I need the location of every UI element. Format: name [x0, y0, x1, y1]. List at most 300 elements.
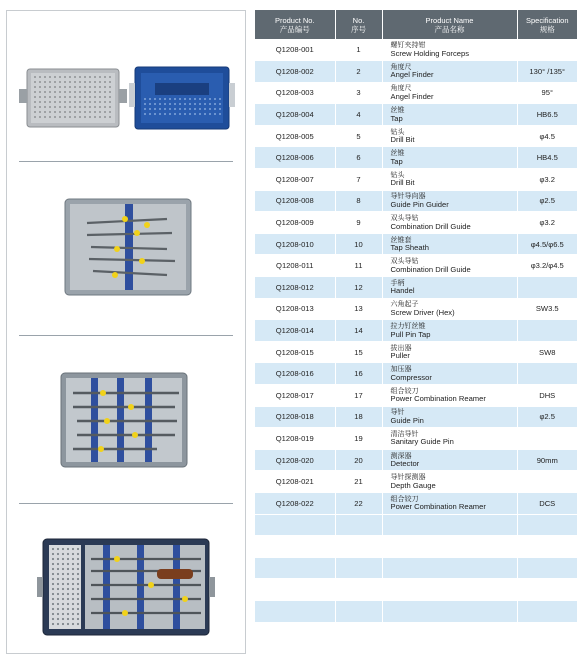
vent-hole — [89, 101, 91, 103]
product-code: Q1208-006 — [255, 147, 335, 169]
vent-hole — [149, 103, 151, 105]
table-header-row — [255, 10, 577, 39]
vent-hole — [219, 108, 221, 110]
vent-hole — [109, 116, 111, 118]
vent-hole — [99, 91, 101, 93]
product-name-cn: 双头导钻 — [390, 215, 419, 223]
product-name-cn: 导针探测器 — [390, 474, 426, 482]
vent-hole — [67, 588, 69, 590]
vent-hole — [169, 98, 171, 100]
vent-hole — [59, 96, 61, 98]
vent-hole — [72, 598, 74, 600]
product-code: Q1208-003 — [255, 82, 335, 104]
vent-hole — [219, 113, 221, 115]
row-number: 3 — [335, 82, 382, 104]
vent-hole — [49, 106, 51, 108]
vent-hole — [79, 101, 81, 103]
vent-hole — [67, 558, 69, 560]
vent-hole — [179, 98, 181, 100]
vent-hole — [59, 86, 61, 88]
vent-hole — [159, 103, 161, 105]
vent-hole — [39, 101, 41, 103]
vent-hole — [72, 548, 74, 550]
product-spec: SW8 — [517, 341, 577, 363]
product-code: Q1208-016 — [255, 363, 335, 385]
vent-hole — [39, 96, 41, 98]
vent-hole — [44, 76, 46, 78]
product-name — [382, 449, 517, 471]
vent-hole — [67, 608, 69, 610]
vent-hole — [189, 103, 191, 105]
row-number: 16 — [335, 363, 382, 385]
vent-hole — [52, 548, 54, 550]
vent-hole — [77, 613, 79, 615]
product-spec: φ4.5/φ6.5 — [517, 233, 577, 255]
vent-hole — [57, 603, 59, 605]
vent-hole — [62, 578, 64, 580]
vent-hole — [44, 91, 46, 93]
product-name-en: Power Combination Reamer — [390, 502, 486, 512]
product-spec: φ4.5 — [517, 125, 577, 147]
vent-hole — [67, 603, 69, 605]
product-name — [382, 147, 517, 169]
vent-hole — [184, 113, 186, 115]
divider — [19, 335, 233, 336]
vent-hole — [67, 598, 69, 600]
vent-hole — [57, 583, 59, 585]
vent-hole — [34, 106, 36, 108]
vent-hole — [62, 613, 64, 615]
vent-hole — [184, 108, 186, 110]
lower-tray-image — [7, 505, 245, 653]
divider — [19, 503, 233, 504]
row-number: 8 — [335, 190, 382, 212]
table-row — [255, 82, 577, 104]
vent-hole — [72, 623, 74, 625]
row-number: 18 — [335, 406, 382, 428]
product-name-en: Depth Gauge — [390, 480, 436, 490]
vent-hole — [89, 91, 91, 93]
table-row — [255, 428, 577, 450]
product-name — [382, 233, 517, 255]
product-code: Q1208-019 — [255, 428, 335, 450]
product-spec: φ2.5 — [517, 190, 577, 212]
vent-hole — [144, 108, 146, 110]
vent-hole — [44, 101, 46, 103]
product-name-en: Guide Pin Guider — [390, 199, 449, 209]
table-row — [255, 255, 577, 277]
vent-hole — [67, 618, 69, 620]
vent-hole — [67, 613, 69, 615]
vent-hole — [72, 558, 74, 560]
vent-hole — [59, 116, 61, 118]
table-row — [255, 277, 577, 299]
vent-hole — [59, 76, 61, 78]
vent-hole — [62, 588, 64, 590]
vent-hole — [77, 623, 79, 625]
vent-hole — [104, 76, 106, 78]
vent-hole — [164, 103, 166, 105]
product-spec — [517, 471, 577, 493]
table-row — [255, 298, 577, 320]
product-name-cn: 导针 — [390, 409, 405, 417]
vent-hole — [99, 96, 101, 98]
vent-hole — [154, 108, 156, 110]
row-number: 22 — [335, 492, 382, 514]
row-number: 2 — [335, 61, 382, 83]
vent-hole — [69, 96, 71, 98]
vent-hole — [79, 116, 81, 118]
header-specification: Specification 规格 — [517, 10, 577, 39]
table-row — [255, 492, 577, 514]
product-name-en: Drill Bit — [390, 135, 415, 145]
vent-hole — [72, 583, 74, 585]
vent-hole — [74, 76, 76, 78]
vent-hole — [49, 91, 51, 93]
tray-photo-middle — [7, 337, 245, 503]
vent-hole — [94, 101, 96, 103]
upper-tray-image — [7, 163, 245, 333]
vent-hole — [94, 116, 96, 118]
table-row — [255, 169, 577, 191]
row-number: 15 — [335, 341, 382, 363]
vent-hole — [99, 86, 101, 88]
tray-photo-upper — [7, 163, 245, 333]
vent-hole — [164, 98, 166, 100]
vent-hole — [62, 558, 64, 560]
vent-hole — [89, 81, 91, 83]
row-number: 11 — [335, 255, 382, 277]
product-name — [382, 104, 517, 126]
product-spec: DCS — [517, 492, 577, 514]
product-name-en: Detector — [390, 459, 420, 469]
product-code: Q1208-008 — [255, 190, 335, 212]
product-name-en: Guide Pin — [390, 415, 424, 425]
product-name-en: Compressor — [390, 372, 432, 382]
vent-hole — [57, 548, 59, 550]
product-name-en: Puller — [390, 351, 410, 361]
product-name-en: Tap — [390, 113, 403, 123]
vent-hole — [104, 96, 106, 98]
vent-hole — [62, 623, 64, 625]
vent-hole — [194, 98, 196, 100]
vent-hole — [67, 573, 69, 575]
vent-hole — [199, 108, 201, 110]
vent-hole — [159, 108, 161, 110]
vent-hole — [179, 108, 181, 110]
vent-hole — [99, 81, 101, 83]
vent-hole — [79, 86, 81, 88]
vent-hole — [149, 108, 151, 110]
vent-hole — [214, 103, 216, 105]
vent-hole — [67, 553, 69, 555]
vent-hole — [54, 96, 56, 98]
vent-hole — [59, 91, 61, 93]
vent-hole — [154, 113, 156, 115]
product-code: Q1208-001 — [255, 39, 335, 61]
vent-hole — [52, 608, 54, 610]
vent-hole — [57, 598, 59, 600]
vent-hole — [62, 573, 64, 575]
vent-hole — [79, 111, 81, 113]
product-name — [382, 212, 517, 234]
vent-hole — [49, 101, 51, 103]
tray-photo-lower — [7, 505, 245, 653]
vent-hole — [57, 553, 59, 555]
vent-hole — [57, 558, 59, 560]
vent-hole — [72, 608, 74, 610]
product-code: Q1208-011 — [255, 255, 335, 277]
table-row — [255, 147, 577, 169]
vent-hole — [109, 96, 111, 98]
vent-hole — [219, 98, 221, 100]
product-name-cn: 组合铰刀 — [390, 387, 419, 395]
vent-hole — [199, 98, 201, 100]
vent-hole — [99, 101, 101, 103]
vent-hole — [209, 108, 211, 110]
vent-hole — [52, 573, 54, 575]
vent-hole — [214, 98, 216, 100]
product-name-en: Handel — [390, 286, 415, 296]
vent-hole — [179, 103, 181, 105]
vent-hole — [59, 81, 61, 83]
vent-hole — [109, 76, 111, 78]
vent-hole — [54, 76, 56, 78]
product-name-cn: 拉力钉丝锥 — [390, 323, 426, 331]
vent-hole — [109, 81, 111, 83]
vent-hole — [77, 588, 79, 590]
vent-hole — [69, 91, 71, 93]
product-name-cn: 角度尺 — [390, 63, 412, 71]
vent-hole — [54, 106, 56, 108]
vent-hole — [77, 593, 79, 595]
vent-hole — [94, 81, 96, 83]
vent-hole — [72, 553, 74, 555]
vent-hole — [72, 578, 74, 580]
product-code: Q1208-022 — [255, 492, 335, 514]
vent-hole — [39, 91, 41, 93]
product-name — [382, 385, 517, 407]
vent-hole — [67, 578, 69, 580]
vent-hole — [52, 618, 54, 620]
vent-hole — [79, 81, 81, 83]
vent-hole — [44, 81, 46, 83]
vent-hole — [209, 98, 211, 100]
product-name-en: Drill Bit — [390, 178, 415, 188]
vent-hole — [184, 98, 186, 100]
vent-hole — [219, 103, 221, 105]
vent-hole — [94, 76, 96, 78]
product-name — [382, 320, 517, 342]
vent-hole — [52, 588, 54, 590]
product-name-cn: 钻头 — [390, 128, 405, 136]
vent-hole — [104, 106, 106, 108]
row-number: 20 — [335, 449, 382, 471]
vent-hole — [104, 116, 106, 118]
product-code: Q1208-014 — [255, 320, 335, 342]
product-name-en: Pull Pin Tap — [390, 329, 431, 339]
vent-hole — [54, 86, 56, 88]
vent-hole — [57, 578, 59, 580]
vent-hole — [77, 598, 79, 600]
vent-hole — [34, 76, 36, 78]
vent-hole — [74, 91, 76, 93]
product-spec — [517, 363, 577, 385]
vent-hole — [62, 548, 64, 550]
vent-hole — [39, 86, 41, 88]
vent-hole — [39, 76, 41, 78]
vent-hole — [204, 98, 206, 100]
vent-hole — [64, 111, 66, 113]
product-spec: φ3.2 — [517, 212, 577, 234]
vent-hole — [34, 101, 36, 103]
vent-hole — [164, 113, 166, 115]
vent-hole — [109, 91, 111, 93]
vent-hole — [62, 563, 64, 565]
product-code: Q1208-013 — [255, 298, 335, 320]
vent-hole — [64, 116, 66, 118]
vent-hole — [39, 81, 41, 83]
vent-hole — [34, 81, 36, 83]
product-name — [382, 61, 517, 83]
product-code: Q1208-021 — [255, 471, 335, 493]
photo-panel — [6, 10, 246, 654]
vent-hole — [74, 86, 76, 88]
product-name — [382, 363, 517, 385]
product-spec: DHS — [517, 385, 577, 407]
product-name-en: Angel Finder — [390, 91, 434, 101]
product-code: Q1208-015 — [255, 341, 335, 363]
product-code: Q1208-020 — [255, 449, 335, 471]
vent-hole — [67, 548, 69, 550]
vent-hole — [74, 81, 76, 83]
vent-hole — [57, 568, 59, 570]
vent-hole — [54, 111, 56, 113]
vent-hole — [77, 603, 79, 605]
product-name-cn: 清洁导针 — [390, 430, 419, 438]
product-spec: φ3.2 — [517, 169, 577, 191]
vent-hole — [64, 101, 66, 103]
vent-hole — [74, 116, 76, 118]
product-code: Q1208-012 — [255, 277, 335, 299]
row-number: 19 — [335, 428, 382, 450]
row-number: 10 — [335, 233, 382, 255]
product-code: Q1208-005 — [255, 125, 335, 147]
middle-tray-image — [7, 337, 245, 503]
vent-hole — [77, 608, 79, 610]
vent-hole — [79, 96, 81, 98]
vent-hole — [77, 553, 79, 555]
vent-hole — [214, 108, 216, 110]
vent-hole — [62, 618, 64, 620]
vent-hole — [69, 116, 71, 118]
product-name — [382, 125, 517, 147]
row-number: 13 — [335, 298, 382, 320]
header-product-no: Product No. 产品编号 — [255, 10, 335, 39]
vent-hole — [99, 116, 101, 118]
vent-hole — [67, 563, 69, 565]
product-name-cn: 丝锥套 — [390, 236, 412, 244]
product-name-cn: 手柄 — [390, 279, 405, 287]
vent-hole — [174, 98, 176, 100]
product-name — [382, 277, 517, 299]
vent-hole — [52, 593, 54, 595]
row-number: 17 — [335, 385, 382, 407]
vent-hole — [169, 108, 171, 110]
table-row — [255, 406, 577, 428]
vent-hole — [89, 76, 91, 78]
product-code: Q1208-007 — [255, 169, 335, 191]
vent-hole — [69, 111, 71, 113]
vent-hole — [39, 111, 41, 113]
vent-hole — [72, 563, 74, 565]
product-name-en: Combination Drill Guide — [390, 221, 471, 231]
vent-hole — [194, 103, 196, 105]
empty-row — [255, 536, 577, 558]
vent-hole — [179, 113, 181, 115]
product-name-cn: 螺钉夹持钳 — [390, 42, 426, 50]
vent-hole — [99, 76, 101, 78]
vent-hole — [79, 76, 81, 78]
table-row — [255, 61, 577, 83]
table-body — [255, 39, 577, 644]
product-name — [382, 492, 517, 514]
vent-hole — [74, 101, 76, 103]
vent-hole — [154, 98, 156, 100]
vent-hole — [69, 76, 71, 78]
divider — [19, 161, 233, 162]
vent-hole — [57, 613, 59, 615]
vent-hole — [67, 623, 69, 625]
vent-hole — [204, 113, 206, 115]
vent-hole — [72, 603, 74, 605]
vent-hole — [64, 96, 66, 98]
vent-hole — [84, 86, 86, 88]
product-spec: HB4.5 — [517, 147, 577, 169]
vent-hole — [52, 578, 54, 580]
row-number: 9 — [335, 212, 382, 234]
empty-row — [255, 579, 577, 601]
vent-hole — [174, 113, 176, 115]
product-name-en: Tap — [390, 156, 403, 166]
vent-hole — [74, 96, 76, 98]
vent-hole — [77, 568, 79, 570]
vent-hole — [62, 608, 64, 610]
vent-hole — [214, 113, 216, 115]
product-code: Q1208-009 — [255, 212, 335, 234]
vent-hole — [39, 106, 41, 108]
vent-hole — [69, 106, 71, 108]
vent-hole — [109, 111, 111, 113]
vent-hole — [64, 81, 66, 83]
empty-row — [255, 622, 577, 644]
vent-hole — [57, 618, 59, 620]
vent-hole — [189, 113, 191, 115]
product-name — [382, 341, 517, 363]
vent-hole — [54, 81, 56, 83]
empty-row — [255, 600, 577, 622]
vent-hole — [39, 116, 41, 118]
table-row — [255, 320, 577, 342]
product-name-cn: 双头导钻 — [390, 258, 419, 266]
vent-hole — [84, 81, 86, 83]
product-name-cn: 测深器 — [390, 452, 412, 460]
instrument-cases-image — [7, 11, 245, 161]
vent-hole — [104, 111, 106, 113]
vent-hole — [49, 76, 51, 78]
vent-hole — [77, 563, 79, 565]
product-name-cn: 组合铰刀 — [390, 495, 419, 503]
